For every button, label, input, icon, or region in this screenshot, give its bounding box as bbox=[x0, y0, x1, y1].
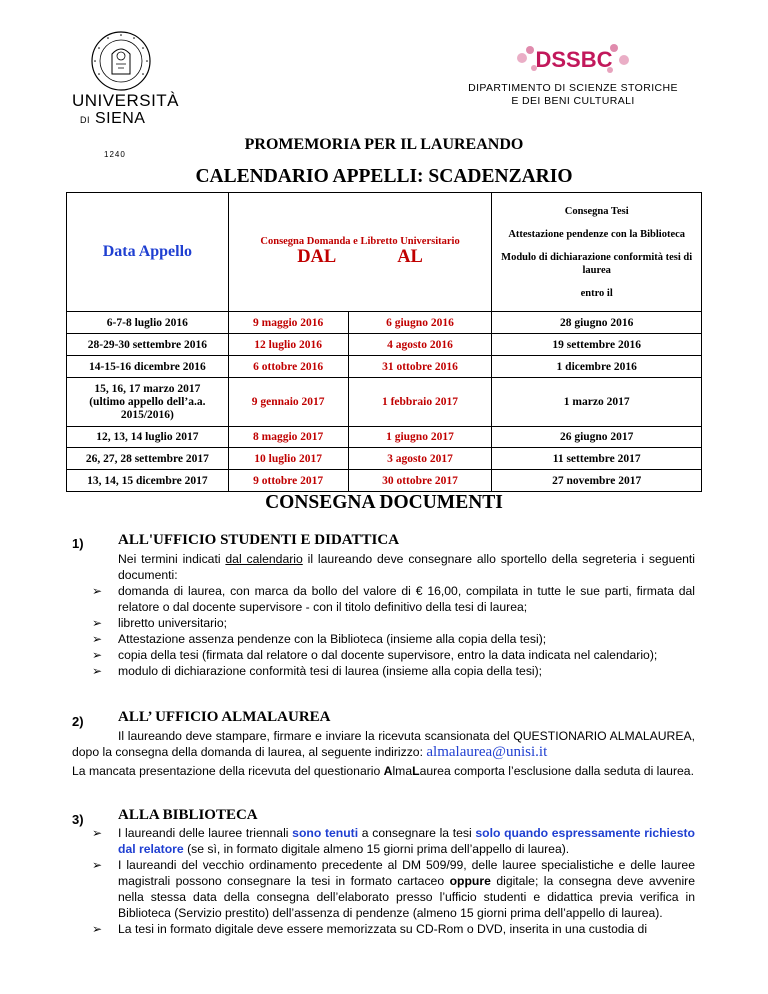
document-title: PROMEMORIA PER IL LAUREANDO bbox=[244, 136, 524, 153]
table-row bbox=[67, 427, 702, 448]
list-item bbox=[92, 857, 695, 921]
section-2-text-a: Il laureando deve stampare, firmare e inviare la ricevuta scansionata del QUESTIONARIO ALMALAUREA, dopo la consegna della domanda di laurea, al seguente indirizzo: bbox=[72, 729, 695, 759]
list-item-text: Attestazione assenza pendenze con la Biblioteca (insieme alla copia della tesi); bbox=[118, 632, 547, 646]
cell-dal: 9 gennaio 2017 bbox=[228, 378, 348, 427]
section-2-note bbox=[72, 763, 695, 779]
table-row bbox=[67, 378, 702, 427]
dssbc-logo bbox=[458, 38, 688, 108]
list-item bbox=[92, 825, 695, 857]
cell-tesi: 26 giugno 2017 bbox=[492, 427, 702, 448]
alma-aurea: aurea bbox=[419, 764, 451, 778]
section-2-number: 2) bbox=[72, 714, 84, 729]
header-tesi-label: Consegna Tesi bbox=[564, 205, 629, 217]
list-item-text: domanda di laurea, con marca da bollo del valore di € 16,00, compilata in tutte le sue parti, firmata dal relatore o dal docente supervisore - con il titolo definitivo della tesi di laurea; bbox=[118, 584, 695, 614]
unisi-seal-icon bbox=[90, 30, 152, 92]
cell-al: 6 giugno 2016 bbox=[348, 312, 492, 334]
section-2-text bbox=[72, 728, 695, 760]
cell-tesi: 27 novembre 2017 bbox=[492, 470, 702, 492]
s3-b1-text-a: I laureandi delle lauree triennali bbox=[118, 826, 293, 840]
section-1-title: ALL'UFFICIO STUDENTI E DIDATTICA bbox=[118, 532, 400, 548]
alma-a: A bbox=[383, 764, 393, 778]
cell-al: 3 agosto 2017 bbox=[348, 448, 492, 470]
section-2-note-b: comporta l’esclusione dalla seduta di laurea. bbox=[450, 764, 694, 778]
header-data-appello: Data Appello bbox=[67, 193, 229, 312]
section-3-number: 3) bbox=[72, 812, 84, 827]
unisi-year: 1240 bbox=[104, 150, 126, 159]
header-al: AL bbox=[397, 247, 423, 267]
table-row bbox=[67, 356, 702, 378]
cell-tesi: 19 settembre 2016 bbox=[492, 334, 702, 356]
cell-appello-line3: 2015/2016) bbox=[120, 408, 174, 421]
arrow-bullet-icon: ➢ bbox=[92, 858, 103, 872]
cell-appello-line1: 15, 16, 17 marzo 2017 bbox=[94, 382, 201, 395]
cell-tesi: 1 marzo 2017 bbox=[492, 378, 702, 427]
section-1-intro-text: Nei termini indicati bbox=[118, 552, 226, 566]
cell-appello: 14-15-16 dicembre 2016 bbox=[67, 356, 229, 378]
dssbc-dept-line2: E DEI BENI CULTURALI bbox=[511, 95, 635, 107]
header-consegna-tesi bbox=[492, 193, 702, 312]
dssbc-mark-icon bbox=[514, 38, 634, 78]
dssbc-mark-text: DSSBC bbox=[535, 47, 613, 72]
list-item bbox=[92, 663, 695, 679]
list-item bbox=[92, 631, 695, 647]
cell-al: 4 agosto 2016 bbox=[348, 334, 492, 356]
cell-appello: 13, 14, 15 dicembre 2017 bbox=[67, 470, 229, 492]
arrow-bullet-icon: ➢ bbox=[92, 616, 103, 630]
header-modulo: Modulo di dichiarazione conformità tesi di laurea bbox=[501, 251, 693, 276]
dssbc-department-name bbox=[458, 82, 688, 108]
list-item bbox=[92, 615, 695, 631]
cell-appello: 26, 27, 28 settembre 2017 bbox=[67, 448, 229, 470]
section-3-list bbox=[92, 825, 695, 937]
s3-b1-text-c: (se sì, in formato digitale almeno 15 giorni prima dell’appello di laurea). bbox=[183, 842, 570, 856]
arrow-bullet-icon: ➢ bbox=[92, 664, 103, 678]
dssbc-dept-line1: DIPARTIMENTO DI SCIENZE STORICHE bbox=[468, 82, 678, 94]
arrow-bullet-icon: ➢ bbox=[92, 584, 103, 598]
s3-b3-text: La tesi in formato digitale deve essere memorizzata su CD-Rom o DVD, inserita in una custodia di bbox=[118, 922, 648, 936]
calendar-table bbox=[66, 192, 702, 492]
list-item bbox=[92, 921, 695, 937]
section-title-consegna: CONSEGNA DOCUMENTI bbox=[265, 492, 503, 513]
cell-appello bbox=[67, 378, 229, 427]
alma-l: L bbox=[412, 764, 420, 778]
table-row bbox=[67, 448, 702, 470]
cell-appello: 28-29-30 settembre 2016 bbox=[67, 334, 229, 356]
cell-dal: 12 luglio 2016 bbox=[228, 334, 348, 356]
section-1-intro-text-b: il laureando deve consegnare allo sportello della segreteria i seguenti documenti: bbox=[118, 552, 695, 582]
unisi-name-line2: SIENA bbox=[94, 110, 146, 127]
table-row bbox=[67, 334, 702, 356]
arrow-bullet-icon: ➢ bbox=[92, 922, 103, 936]
s3-b2-text-b: digitale; la consegna deve avvenire nella stessa data della consegna dell’elaborato presso l’ufficio studenti e didattica previa verifica in Biblioteca (Servizio prestito) dell’assenza di pendenze (almeno 15 giorni prima dell’appello di laurea). bbox=[118, 874, 695, 920]
list-item bbox=[92, 647, 695, 663]
s3-b2-text-a: I laureandi del vecchio ordinamento precedente al DM 509/99, delle lauree specialistiche e delle lauree magistrali possono consegnare la tesi in formato cartaceo bbox=[118, 858, 695, 888]
unisi-logo bbox=[72, 30, 202, 159]
section-3-title: ALLA BIBLIOTECA bbox=[118, 807, 258, 823]
unisi-wordmark bbox=[72, 92, 179, 129]
section-2-note-a: La mancata presentazione della ricevuta del questionario bbox=[72, 764, 384, 778]
arrow-bullet-icon: ➢ bbox=[92, 632, 103, 646]
header-dal: DAL bbox=[297, 247, 337, 267]
section-1-document-list bbox=[92, 583, 695, 679]
arrow-bullet-icon: ➢ bbox=[92, 648, 103, 662]
cell-dal: 6 ottobre 2016 bbox=[228, 356, 348, 378]
cell-dal: 8 maggio 2017 bbox=[228, 427, 348, 448]
almalaurea-email-link[interactable]: almalaurea@unisi.it bbox=[426, 744, 548, 760]
section-1-calendar-ref: dal calendario bbox=[225, 552, 303, 566]
cell-dal: 9 ottobre 2017 bbox=[228, 470, 348, 492]
section-2-title: ALL’ UFFICIO ALMALAUREA bbox=[118, 709, 331, 725]
cell-appello-line2: (ultimo appello dell’a.a. bbox=[89, 395, 206, 408]
list-item-text: libretto universitario; bbox=[118, 616, 228, 630]
section-1-intro bbox=[118, 551, 695, 583]
cell-dal: 10 luglio 2017 bbox=[228, 448, 348, 470]
list-item-text: copia della tesi (firmata dal relatore o dal docente supervisore, entro la data indicata nel calendario); bbox=[118, 648, 658, 662]
alma-lma: lma bbox=[392, 764, 413, 778]
s3-b1-highlight-2: solo quando espressamente richiesto dal relatore bbox=[118, 826, 695, 856]
header-attestazione: Attestazione pendenze con la Biblioteca bbox=[508, 228, 686, 240]
unisi-name-prefix: DI bbox=[80, 115, 90, 125]
cell-appello: 6-7-8 luglio 2016 bbox=[67, 312, 229, 334]
table-header-row bbox=[67, 193, 702, 312]
s3-b1-highlight-1: sono tenuti bbox=[292, 826, 359, 840]
cell-appello: 12, 13, 14 luglio 2017 bbox=[67, 427, 229, 448]
cell-tesi: 1 dicembre 2016 bbox=[492, 356, 702, 378]
unisi-name-line1: UNIVERSITÀ bbox=[72, 91, 180, 110]
section-1-number: 1) bbox=[72, 536, 84, 551]
list-item bbox=[92, 583, 695, 615]
cell-dal: 9 maggio 2016 bbox=[228, 312, 348, 334]
s3-b1-text-b: a consegnare la tesi bbox=[358, 826, 476, 840]
cell-tesi: 11 settembre 2017 bbox=[492, 448, 702, 470]
header-consegna-label: Consegna Domanda e Libretto Universitario bbox=[260, 236, 460, 247]
table-row bbox=[67, 470, 702, 492]
header-entro: entro il bbox=[580, 287, 613, 299]
header-consegna-domanda bbox=[228, 193, 492, 312]
calendar-title: CALENDARIO APPELLI: SCADENZARIO bbox=[195, 166, 573, 187]
list-item-text: modulo di dichiarazione conformità tesi di laurea (insieme alla copia della tesi); bbox=[118, 664, 543, 678]
s3-b2-bold: oppure bbox=[449, 874, 491, 888]
cell-al: 30 ottobre 2017 bbox=[348, 470, 492, 492]
cell-al: 1 giugno 2017 bbox=[348, 427, 492, 448]
cell-al: 1 febbraio 2017 bbox=[348, 378, 492, 427]
cell-al: 31 ottobre 2016 bbox=[348, 356, 492, 378]
table-row bbox=[67, 312, 702, 334]
arrow-bullet-icon: ➢ bbox=[92, 826, 103, 840]
cell-tesi: 28 giugno 2016 bbox=[492, 312, 702, 334]
